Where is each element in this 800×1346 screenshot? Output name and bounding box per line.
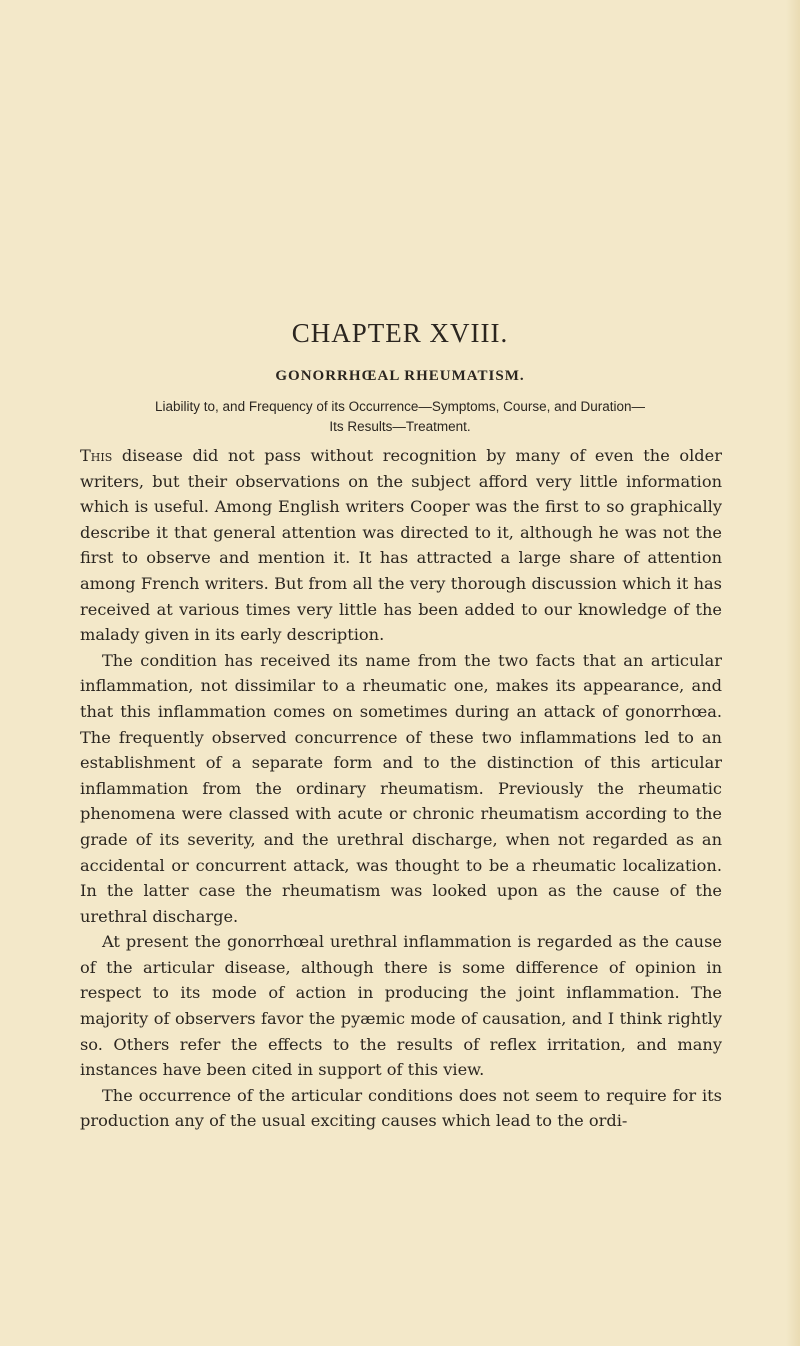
paragraph-4: The occurrence of the articular conditions does not seem to require for its production any of the usual exciting causes which lead to the ordi- xyxy=(80,1085,722,1131)
page-edge-shadow xyxy=(786,0,800,1346)
chapter-title: CHAPTER XVIII. xyxy=(291,318,509,348)
paragraph-1-text: disease did not pass without recognition by many of even the older writers, but their observations on the subject afford very little information which is useful. Among English writers Cooper was the first to so graphically describe it that general attention was directed to it, although he was not the first to observe and mention it. It has attracted a large share of attention among French writers. But from all the very thorough discussion which it has received at various times very little has been added to our knowledge of the malady given in its early description. xyxy=(80,446,722,645)
paragraph-lead-word: This xyxy=(80,446,113,465)
synopsis-line-2: Its Results—Treatment. xyxy=(329,419,471,434)
paragraph-2: The condition has received its name from the two facts that an articular inflammation, not dissimilar to a rheumatic one, makes its appearance, and that this inflammation comes on sometimes during an attack of gonorrhœa. The frequently observed concurrence of these two inflammations led to an establishment of a separate form and to the distinction of this articular inflammation from the ordinary rheumatism. Previously the rheumatic phenomena were classed with acute or chronic rheumatism according to the grade of its severity, and the urethral discharge, when not regarded as an accidental or concurrent attack, was thought to be a rheumatic localization. In the latter case the rheumatism was looked upon as the cause of the urethral discharge. xyxy=(80,650,722,926)
body-text xyxy=(80,443,722,1134)
paragraph-3: At present the gonorrhœal urethral inflammation is regarded as the cause of the articular disease, although there is some difference of opinion in respect to its mode of action in producing the joint inflammation. The majority of observers favor the pyæmic mode of causation, and I think rightly so. Others refer the effects to the results of reflex irritation, and many instances have been cited in support of this view. xyxy=(80,932,722,1080)
paragraph-1 xyxy=(80,443,722,648)
chapter-subject: GONORRHŒAL RHEUMATISM. xyxy=(275,368,525,384)
chapter-synopsis xyxy=(80,397,720,437)
synopsis-line-1: Liability to, and Frequency of its Occurrence—Symptoms, Course, and Duration— xyxy=(155,399,645,414)
